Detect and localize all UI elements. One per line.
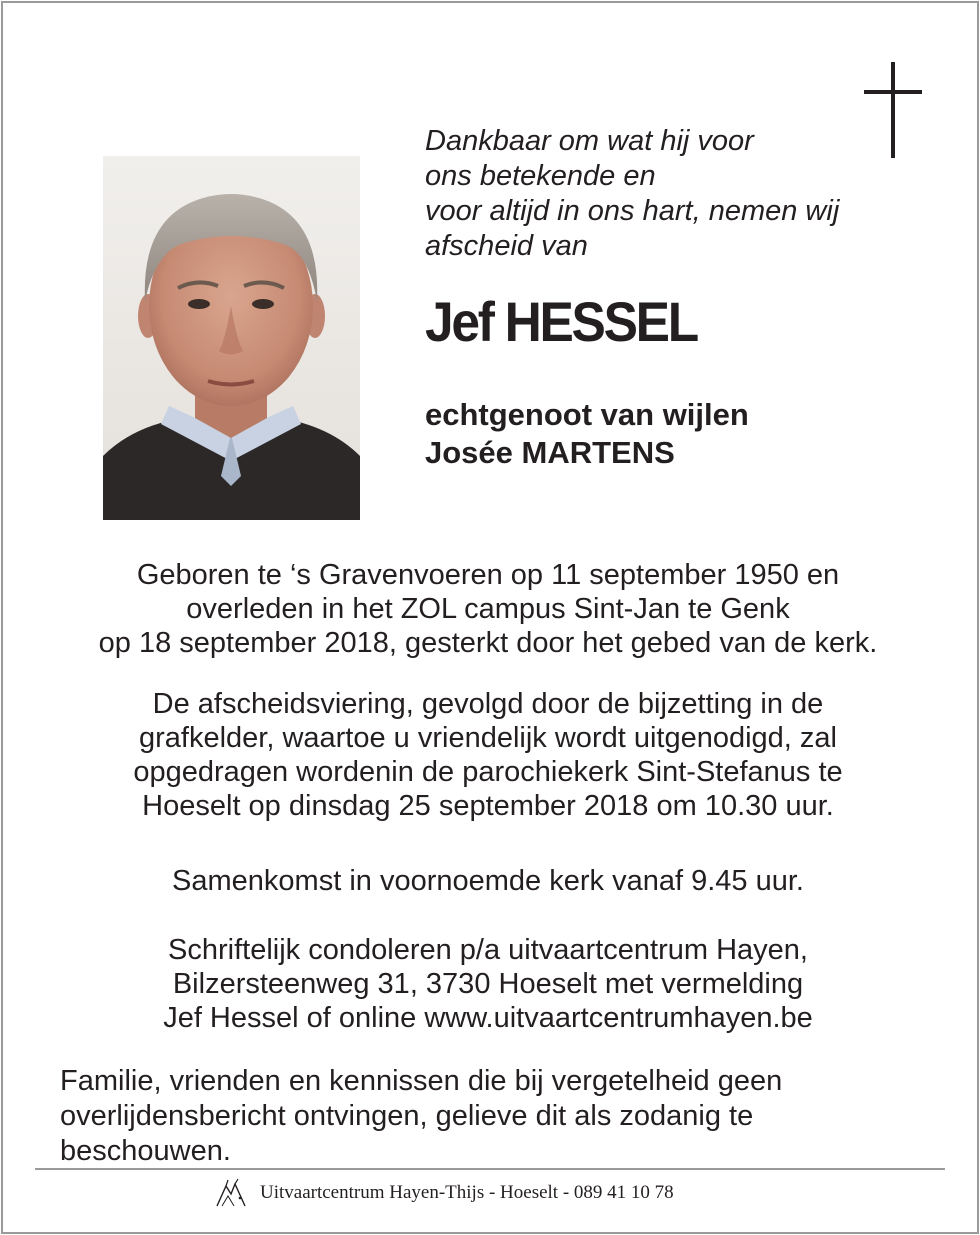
paragraph-line: Geboren te ‘s Gravenvoeren op 11 september 1950 en <box>136 559 840 591</box>
spouse-line: Josée MARTENS <box>425 435 675 470</box>
paragraph-line: overlijdensbericht ontvingen, gelieve dit als zodanig te <box>60 1100 754 1132</box>
intro-line: voor altijd in ons hart, nemen wij <box>425 195 840 227</box>
portrait-photo <box>103 156 360 520</box>
ceremony-paragraph <box>0 687 976 823</box>
intro-line: ons betekende en <box>425 160 656 192</box>
paragraph-line: grafkelder, waartoe u vriendelijk wordt uitgenodigd, zal <box>138 722 837 754</box>
spouse-info <box>425 396 749 472</box>
intro-line: Dankbaar om wat hij voor <box>425 125 754 157</box>
paragraph-line: Samenkomst in voornoemde kerk vanaf 9.45 uur. <box>172 865 804 897</box>
footer <box>214 1176 674 1210</box>
paragraph-line: opgedragen wordenin de parochiekerk Sint-Stefanus te <box>133 756 843 788</box>
paragraph-line: op 18 september 2018, gesterkt door het gebed van de kerk. <box>98 627 878 659</box>
condolence-paragraph <box>0 933 976 1035</box>
gathering-paragraph <box>0 864 976 898</box>
paragraph-line: beschouwen. <box>60 1135 231 1167</box>
spouse-line: echtgenoot van wijlen <box>425 397 749 432</box>
footer-text: Uitvaartcentrum Hayen-Thijs - Hoeselt - 089 41 10 78 <box>260 1182 674 1203</box>
closing-paragraph <box>60 1064 782 1169</box>
paragraph-line: Bilzersteenweg 31, 3730 Hoeselt met vermelding <box>172 968 804 1000</box>
paragraph-line: overleden in het ZOL campus Sint-Jan te Genk <box>186 593 790 625</box>
paragraph-line: Schriftelijk condoleren p/a uitvaartcentrum Hayen, <box>168 934 808 966</box>
footer-divider <box>35 1168 945 1170</box>
funeral-home-logo-icon <box>214 1176 248 1210</box>
paragraph-line: De afscheidsviering, gevolgd door de bijzetting in de <box>152 688 824 720</box>
paragraph-line: Jef Hessel of online www.uitvaartcentrumhayen.be <box>163 1002 813 1034</box>
paragraph-line: Familie, vrienden en kennissen die bij vergetelheid geen <box>60 1065 783 1097</box>
deceased-name: Jef HESSEL <box>425 290 697 353</box>
birth-death-paragraph <box>0 558 976 660</box>
paragraph-line: Hoeselt op dinsdag 25 september 2018 om 10.30 uur. <box>142 790 834 822</box>
intro-text <box>425 124 895 264</box>
intro-line: afscheid van <box>425 230 588 262</box>
